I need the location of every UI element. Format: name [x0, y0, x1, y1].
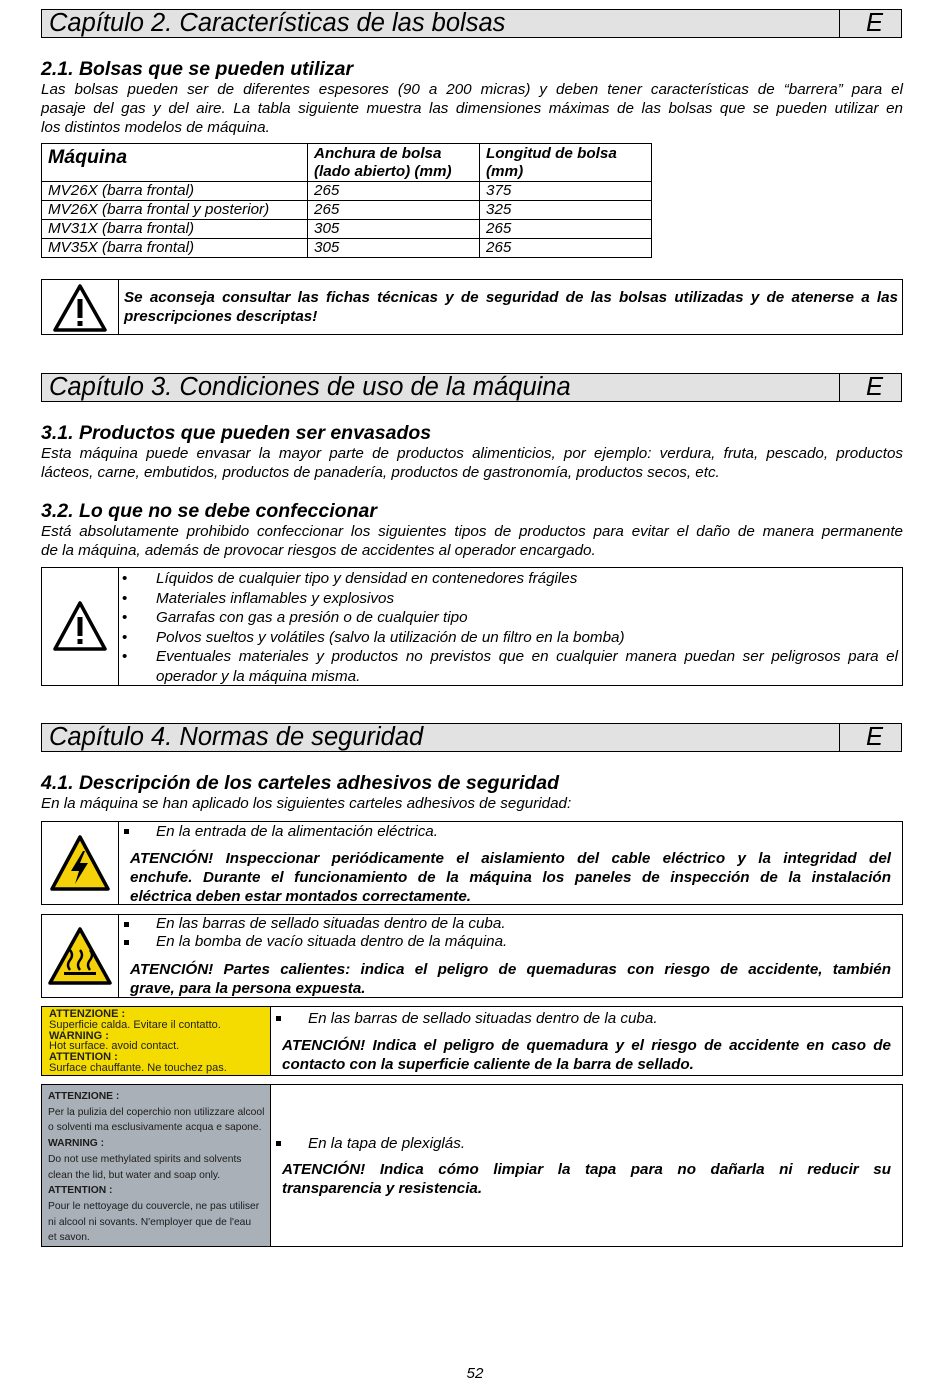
sticker-line: Pour le nettoyage du couvercle, ne pas utiliser	[48, 1200, 260, 1212]
electric-label-text	[130, 849, 891, 906]
sticker-line: Per la pulizia del coperchio non utilizzare alcool	[48, 1106, 265, 1118]
header-width	[308, 144, 480, 182]
text-line: lácteos, carne, embutidos, productos de panadería, productos de gastronomía, productos secos, etc.	[41, 464, 720, 481]
table-cell: MV35X (barra frontal)	[42, 239, 308, 258]
warning-icon-cell	[42, 280, 119, 334]
text-line: ATENCIÓN! Indica el peligro de quemadura y el riesgo de accidente en caso de	[282, 1037, 891, 1054]
hot-icon-cell	[42, 915, 119, 997]
text-line: transparencia y resistencia.	[282, 1180, 483, 1197]
sticker-line: Surface chauffante. Ne touchez pas.	[49, 1061, 227, 1074]
table-cell: MV26X (barra frontal)	[42, 182, 308, 201]
header-length-line2: (mm)	[486, 162, 524, 180]
section-4-1-intro: En la máquina se han aplicado los siguientes carteles adhesivos de seguridad:	[41, 795, 572, 812]
bag-dimensions-table	[41, 143, 652, 258]
section-3-2-heading: 3.2. Lo que no se debe confeccionar	[41, 500, 377, 522]
hot-surface-icon	[47, 926, 113, 986]
text-line: Las bolsas pueden ser de diferentes espesores (90 a 200 micras) y deben tener características de “barrera” para el	[41, 81, 903, 98]
text-line: pasaje del gas y del aire. La tabla siguiente muestra las dimensiones máximas de las bolsas que se pueden utilizar en	[41, 100, 903, 117]
header-width-line1: Anchura de bolsa	[314, 145, 442, 162]
table-row	[42, 201, 652, 220]
page-number: 52	[466, 1365, 484, 1382]
table-cell: MV26X (barra frontal y posterior)	[42, 201, 308, 220]
table-cell: 265	[308, 201, 480, 220]
sticker-line: clean the lid, but water and soap only.	[48, 1169, 221, 1181]
sticker-line: Do not use methylated spirits and solvents	[48, 1153, 242, 1165]
text-line: de la máquina, además de provocar riesgos de accidentes al operador encargado.	[41, 542, 596, 559]
hot-surface-bullets	[308, 1009, 888, 1028]
table-cell: 325	[480, 201, 652, 220]
sticker-line: ATTENZIONE :	[49, 1008, 126, 1020]
electric-icon-cell	[42, 822, 119, 904]
table-cell: 375	[480, 182, 652, 201]
chapter-3-language: E	[839, 374, 903, 401]
section-3-1-heading: 3.1. Productos que pueden ser envasados	[41, 422, 432, 444]
chapter-4-header	[41, 723, 902, 752]
hot-parts-bullets	[156, 915, 896, 951]
table-row	[42, 239, 652, 258]
header-length	[480, 144, 652, 182]
list-item: En la tapa de plexiglás.	[308, 1134, 888, 1153]
list-item: • Garrafas con gas a presión o de cualquier tipo	[156, 608, 898, 628]
text-line: Se aconseja consultar las fichas técnicas y de seguridad de las bolsas utilizadas y de atenerse a las	[124, 289, 898, 306]
text-line: Está absolutamente prohibido confeccionar los siguientes tipos de productos para evitar el daño de manera permanente	[41, 523, 903, 540]
warning-triangle-icon	[53, 601, 107, 651]
sticker-line: et savon.	[48, 1232, 90, 1244]
sticker-line: ni alcool ni sovants. N'employer que de l'eau	[48, 1216, 252, 1228]
text-line: enchufe. Durante el funcionamiento de la máquina los paneles de inspección de la instalación	[130, 869, 891, 886]
table-cell: 265	[480, 220, 652, 239]
electric-label-bullets	[156, 822, 896, 841]
warning-triangle-icon	[53, 284, 107, 332]
bags-warning-box	[41, 279, 903, 335]
table-row	[42, 182, 652, 201]
sticker-line: Superficie calda. Evitare il contatto.	[49, 1018, 221, 1031]
prohibited-list	[156, 569, 898, 687]
chapter-4-language: E	[839, 724, 903, 751]
hot-parts-text	[130, 960, 891, 998]
warning-icon-cell	[42, 568, 119, 685]
section-2-1-text	[41, 80, 903, 137]
table-cell: MV31X (barra frontal)	[42, 220, 308, 239]
list-item: En la bomba de vacío situada dentro de la máquina.	[156, 933, 896, 951]
table-cell: 305	[308, 220, 480, 239]
hot-parts-label-box	[41, 914, 903, 998]
section-2-1-heading: 2.1. Bolsas que se pueden utilizar	[41, 58, 354, 80]
text-line: ATENCIÓN! Indica cómo limpiar la tapa para no dañarla ni reducir su	[282, 1161, 891, 1178]
sticker-line: ATTENZIONE :	[48, 1091, 120, 1102]
list-item-continued: operador y la máquina misma.	[156, 667, 361, 685]
lid-bullets	[308, 1134, 888, 1153]
section-3-1-text	[41, 444, 903, 482]
prohibited-products-box	[41, 567, 903, 686]
chapter-2-title: Capítulo 2. Características de las bolsas	[49, 9, 506, 37]
chapter-3-title: Capítulo 3. Condiciones de uso de la máquina	[49, 373, 571, 401]
hot-surface-text	[282, 1036, 891, 1074]
table-row	[42, 220, 652, 239]
chapter-3-header	[41, 373, 902, 402]
sticker-line: Hot surface. avoid contact.	[49, 1040, 180, 1053]
chapter-2-header	[41, 9, 902, 38]
text-line: los distintos modelos de máquina.	[41, 119, 270, 136]
hot-surface-sticker	[42, 1007, 271, 1075]
section-4-1-heading: 4.1. Descripción de los carteles adhesivos de seguridad	[41, 772, 560, 794]
list-item: En la entrada de la alimentación eléctrica.	[156, 822, 896, 841]
lid-cleaning-sticker	[42, 1085, 271, 1246]
table-cell: 265	[308, 182, 480, 201]
section-3-2-text	[41, 522, 903, 560]
sticker-line: o solventi ma esclusivamente acqua e sapone.	[48, 1122, 262, 1134]
sticker-line: ATTENTION :	[49, 1051, 118, 1064]
list-item: • Polvos sueltos y volátiles (salvo la utilización de un filtro en la bomba)	[156, 628, 898, 648]
header-machine: Máquina	[42, 144, 308, 182]
lid-sticker-box	[41, 1084, 903, 1247]
table-cell: 305	[308, 239, 480, 258]
sticker-line: ATTENTION :	[48, 1185, 113, 1197]
list-item: En las barras de sellado situadas dentro de la cuba.	[156, 915, 896, 933]
lid-text	[282, 1160, 891, 1198]
table-header-row	[42, 144, 652, 182]
sticker-line: WARNING :	[48, 1138, 105, 1150]
text-line: ATENCIÓN! Inspeccionar periódicamente el aislamiento del cable eléctrico y la integridad del	[130, 850, 891, 867]
text-line: prescripciones descriptas!	[124, 308, 318, 325]
list-item: En las barras de sellado situadas dentro de la cuba.	[308, 1009, 888, 1028]
hot-surface-sticker-box	[41, 1006, 903, 1076]
list-item: • Líquidos de cualquier tipo y densidad en contenedores frágiles	[156, 569, 898, 589]
list-item: • Materiales inflamables y explosivos	[156, 589, 898, 609]
chapter-4-title: Capítulo 4. Normas de seguridad	[49, 723, 424, 751]
table-cell: 265	[480, 239, 652, 258]
sticker-line: WARNING :	[49, 1029, 109, 1042]
text-line: grave, para la persona expuesta.	[130, 980, 366, 997]
text-line: ATENCIÓN! Partes calientes: indica el peligro de quemaduras con riesgo de accidente, también	[130, 961, 891, 978]
chapter-2-language: E	[839, 10, 903, 37]
text-line: eléctrica deben estar montados correctamente.	[130, 888, 472, 905]
header-width-line2: (lado abierto) (mm)	[314, 162, 452, 180]
header-length-line1: Longitud de bolsa	[486, 145, 617, 162]
bags-warning-text	[124, 288, 898, 326]
list-item: • Eventuales materiales y productos no previstos que en cualquier manera puedan ser peligrosos para el	[156, 647, 898, 667]
text-line: contacto con la superficie caliente de la barra de sellado.	[282, 1056, 694, 1073]
electric-hazard-icon	[49, 834, 111, 892]
electric-label-box	[41, 821, 903, 905]
text-line: Esta máquina puede envasar la mayor parte de productos alimenticios, por ejemplo: verdura, fruta, pescado, productos	[41, 445, 903, 462]
